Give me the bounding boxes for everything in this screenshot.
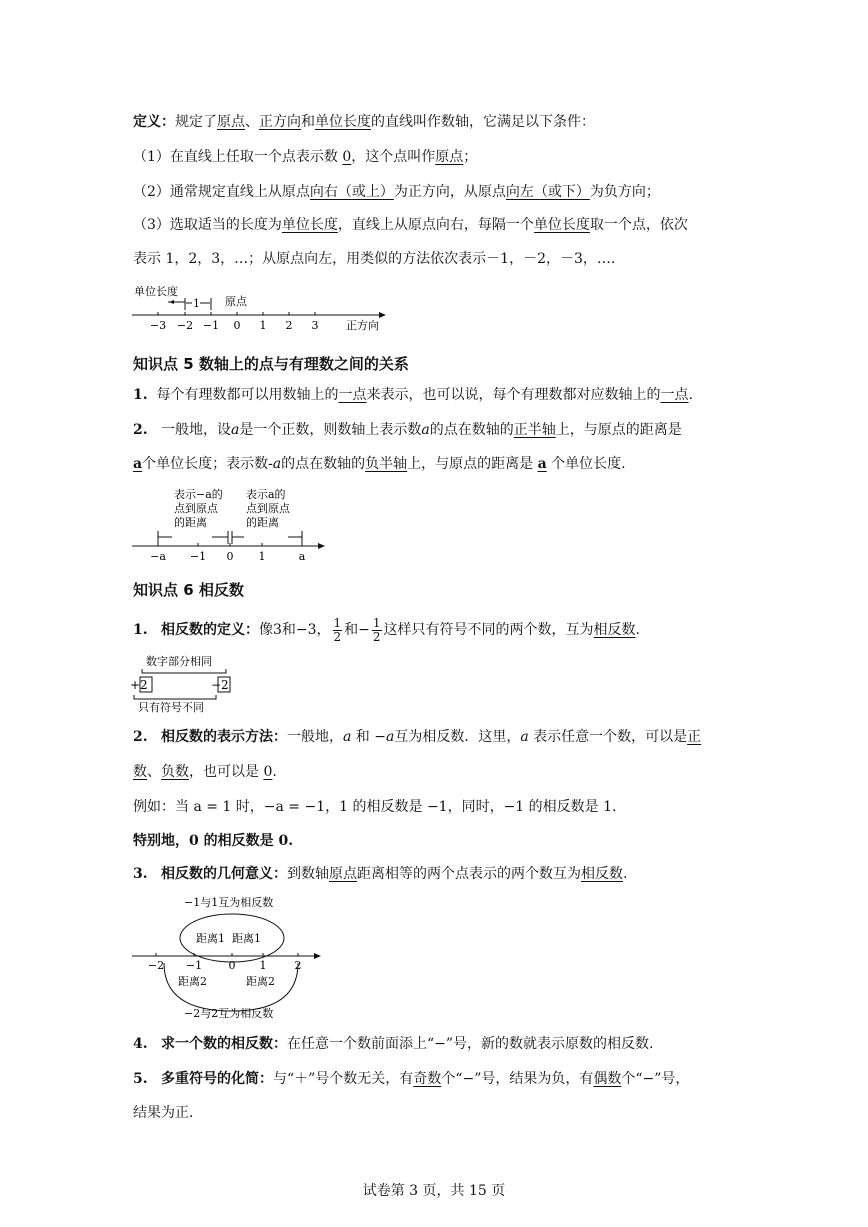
kp6-point-2-line-2 (133, 761, 277, 783)
item-number: 1. (133, 622, 148, 638)
unit-length-label: 单位长度 (134, 285, 178, 298)
variable: a (421, 422, 430, 438)
condition-2 (133, 181, 660, 203)
underlined-term: 负半轴 (365, 456, 408, 472)
axis-tick-label: −1 (189, 550, 207, 563)
fraction-half: $\frac{1}{2}$ (333, 615, 342, 644)
section-title-5: 知识点 5 数轴上的点与有理数之间的关系 (133, 355, 409, 373)
kp5-point-2 (133, 419, 682, 441)
kp6-point-5 (133, 1068, 689, 1090)
variable: −a (374, 729, 395, 745)
axis-tick-label: 0 (233, 319, 241, 332)
underlined-term: 数 (133, 764, 147, 780)
distance-2-left: 距离2 (178, 975, 207, 988)
underlined-term: 一点 (338, 387, 367, 403)
fraction-half: $\frac{1}{2}$ (372, 615, 381, 644)
underlined-term: 单位长度 (533, 217, 590, 233)
minus-two: −2 (211, 678, 229, 692)
text: 个“−”号， (621, 1071, 690, 1087)
condition-3-line-2: 表示 1，2，3，…；从原点向左，用类似的方法依次表示－1，－2，－3，…. (133, 251, 616, 267)
section-title-6: 知识点 6 相反数 (133, 581, 244, 599)
text: 一般地，设 (160, 422, 231, 438)
underlined-term: a (133, 456, 143, 472)
axis-tick-label: 2 (294, 959, 302, 972)
text: （1）在直线上任取一个点表示数 (133, 149, 338, 165)
text: 一般地， (286, 729, 343, 745)
top-caption: −1与1互为相反数 (184, 896, 274, 909)
text: 在任意一个数前面添上“−”号，新的数就表示原数的相反数. (286, 1036, 654, 1052)
underlined-term: 0 (342, 149, 352, 165)
bottom-caption: −2与2互为相反数 (184, 1007, 274, 1020)
item-number: 2. (133, 729, 148, 745)
axis-tick-label: a (298, 550, 306, 563)
variable: -a (268, 456, 282, 472)
underlined-term: 0 (263, 764, 273, 780)
distance-2-right: 距离2 (246, 975, 275, 988)
axis-tick-label: 0 (228, 959, 236, 972)
text: 个“−”号，结果为负，有 (441, 1071, 594, 1087)
axis-tick-label: 1 (259, 319, 267, 332)
underlined-term: 相反数 (580, 866, 623, 882)
underlined-term: 偶数 (593, 1071, 622, 1087)
kp5-point-1 (133, 384, 693, 406)
item-label: 相反数的定义： (160, 622, 259, 638)
text: ，直线上从原点向右，每隔一个 (337, 217, 534, 233)
axis-arrowhead (318, 543, 325, 549)
page-footer: 试卷第 3 页，共 15 页 (362, 1183, 506, 1199)
underlined-term: 向右（或上） (309, 184, 394, 200)
text: 、 (147, 764, 161, 780)
text: 距离相等的两个点表示的两个数互为 (356, 866, 581, 882)
underlined-term: a (537, 456, 547, 472)
text: 这样只有符号不同的两个数，互为 (383, 622, 594, 638)
underlined-term: 原点 (435, 149, 464, 165)
text: 互为相反数．这里， (394, 729, 521, 745)
item-label: 相反数的表示方法： (160, 729, 287, 745)
axis-tick-label: 1 (258, 550, 266, 563)
axis-arrowhead (379, 312, 386, 318)
axis-tick-label: 2 (285, 319, 293, 332)
axis-tick-label: −2 (147, 959, 165, 972)
text: 和 (355, 729, 370, 745)
sign-different-label: 只有符号不同 (138, 701, 204, 714)
underlined-term: 一点 (660, 387, 689, 403)
underlined-term: 单位长度 (281, 217, 338, 233)
one-label: 1 (193, 297, 200, 310)
item-label: 多重符号的化简： (160, 1071, 273, 1087)
axis-tick-label: −3 (149, 319, 167, 332)
axis-tick-label: 3 (311, 319, 319, 332)
underlined-term: 相反数 (593, 622, 636, 638)
underlined-term: 正方向 (259, 114, 301, 130)
item-number: 4. (133, 1036, 148, 1052)
text: 和 (301, 114, 315, 130)
item-number: 2. (133, 422, 148, 438)
axis-tick-label: 0 (226, 550, 234, 563)
underlined-term: 负数 (161, 764, 189, 780)
text: 上，与原点的距离是 (555, 422, 682, 438)
text: 规定了 (175, 114, 217, 130)
right-label-line-2: 点到原点 (246, 502, 290, 515)
kp6-point-1 (133, 615, 640, 645)
text: （2）通常规定直线上从原点 (133, 184, 310, 200)
positive-direction-label: 正方向 (346, 319, 379, 332)
axis-tick-label: 1 (259, 959, 267, 972)
text: 为正方向，从原点 (393, 184, 506, 200)
text: . (635, 622, 640, 638)
text: 来表示，也可以说，每个有理数都对应数轴上的 (366, 387, 661, 403)
underlined-term: 原点 (328, 866, 357, 882)
axis-tick-label: −2 (176, 319, 194, 332)
text: 个单位长度. (551, 456, 626, 472)
left-label-line-1: 表示−a的 (174, 488, 223, 501)
text: 为负方向； (589, 184, 660, 200)
kp6-point-4 (133, 1033, 653, 1055)
text: （3）选取适当的长度为 (133, 217, 282, 233)
origin-label: 原点 (225, 295, 247, 308)
item-number: 3. (133, 866, 148, 882)
left-label-line-2: 点到原点 (174, 502, 218, 515)
text: 每个有理数都可以用数轴上的 (156, 387, 339, 403)
digits-same-label: 数字部分相同 (146, 655, 212, 668)
distance-1-left: 距离1 (196, 932, 225, 945)
distance-1-right: 距离1 (232, 932, 261, 945)
number-line-figure (128, 282, 390, 334)
definition-label: 定义： (133, 114, 175, 130)
text: . (688, 387, 693, 403)
right-label-line-1: 表示a的 (246, 488, 286, 501)
text: 的点在数轴的 (281, 456, 366, 472)
variable: a (342, 729, 352, 745)
text: . (622, 866, 628, 882)
right-label-line-3: 的距离 (246, 516, 279, 529)
text: 是一个正数，则数轴上表示数 (239, 422, 422, 438)
condition-1 (133, 146, 477, 168)
distance-figure (128, 484, 333, 564)
text: 、 (245, 114, 259, 130)
underlined-term: 正半轴 (513, 422, 556, 438)
kp5-point-2-line-2 (133, 453, 626, 475)
opposite-numbers-figure (128, 653, 238, 715)
text: 和− (344, 622, 370, 638)
item-label: 求一个数的相反数： (160, 1036, 287, 1052)
text: 表示任意一个数，可以是 (533, 729, 688, 745)
axis-tick-label: −a (150, 550, 166, 563)
variable: a (230, 422, 240, 438)
underlined-term: 原点 (217, 114, 245, 130)
geometric-meaning-figure (128, 893, 328, 1021)
underlined-term: 正 (687, 729, 702, 745)
kp6-point-5-line-2: 结果为正. (133, 1105, 194, 1121)
item-label: 相反数的几何意义： (160, 866, 287, 882)
item-number: 1. (133, 387, 148, 403)
underlined-term: 向左（或下） (505, 184, 590, 200)
top-bracket (142, 669, 226, 673)
bottom-bracket (134, 695, 216, 699)
item-number: 5. (133, 1071, 148, 1087)
axis-tick-label: −1 (185, 959, 203, 972)
text: ； (463, 149, 478, 165)
text: 个单位长度；表示数 (142, 456, 269, 472)
condition-3 (133, 214, 688, 236)
text: ，也可以是 (189, 764, 259, 780)
example-line: 例如：当 a = 1 时，−a = −1，1 的相反数是 −1，同时，−1 的相反数是 1. (133, 799, 617, 815)
kp6-point-3 (133, 863, 627, 885)
kp6-point-2 (133, 726, 701, 748)
text: 像3和−3， (258, 622, 331, 638)
text: 与“＋”号个数无关，有 (272, 1071, 414, 1087)
text: 上，与原点的距离是 (407, 456, 534, 472)
underlined-term: 单位长度 (315, 114, 371, 130)
unit-arrowhead (169, 300, 174, 304)
axis-tick-label: −1 (202, 319, 220, 332)
underlined-term: 奇数 (413, 1071, 442, 1087)
text: . (272, 764, 277, 780)
special-note: 特别地，0 的相反数是 0. (133, 833, 294, 849)
text: ，这个点叫作 (351, 149, 436, 165)
left-label-line-3: 的距离 (174, 516, 207, 529)
text: 到数轴 (286, 866, 329, 882)
plus-two: +2 (130, 678, 148, 692)
text: 取一个点，依次 (589, 217, 688, 233)
text: 的直线叫作数轴，它满足以下条件： (371, 114, 595, 130)
axis-arrowhead (314, 953, 321, 959)
definition-line (133, 111, 595, 133)
text: 的点在数轴的 (429, 422, 514, 438)
variable: a (520, 729, 529, 745)
